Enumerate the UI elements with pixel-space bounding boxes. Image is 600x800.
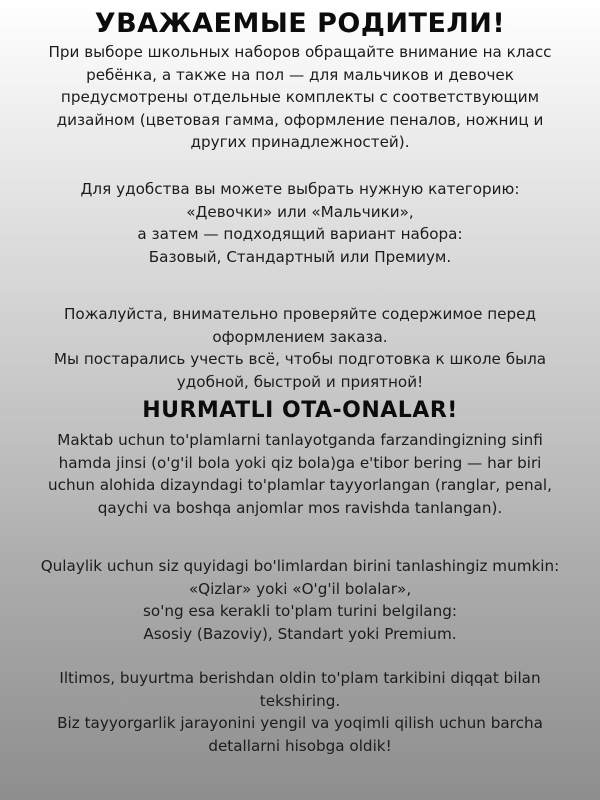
text-line: При выборе школьных наборов обращайте внимание на класс [48, 43, 552, 61]
uzbek-paragraph-categories [0, 555, 600, 645]
uzbek-paragraph-selection-tips [0, 429, 600, 519]
text-line: detallarni hisobga oldik! [208, 736, 392, 755]
text-line: Мы постарались учесть всё, чтобы подготовка к школе была [53, 350, 547, 369]
text-line: Iltimos, buyurtma berishdan oldin to'plam tarkibini diqqat bilan [59, 669, 541, 687]
text-line: Базовый, Стандартный или Премиум. [148, 247, 452, 266]
text-line: Biz tayyorgarlik jarayonini yengil va yoqimli qilish uchun barcha [57, 714, 543, 733]
text-line: дизайном (цветовая гамма, оформление пеналов, ножниц и [56, 110, 544, 129]
uzbek-heading: HURMATLI OTA-ONALAR! [142, 398, 458, 423]
text-line: qaychi va boshqa anjomlar mos ravishda tanlangan). [97, 498, 503, 517]
text-line: «Девочки» или «Мальчики», [186, 202, 414, 221]
text-line: других принадлежностей). [190, 133, 410, 152]
text-line: uchun alohida dizayndagi to'plamlar tayyorlangan (ranglar, penal, [48, 476, 552, 495]
russian-paragraph-selection-tips [0, 41, 600, 154]
text-line: а затем — подходящий вариант набора: [137, 225, 463, 244]
text-line: tekshiring. [259, 691, 341, 710]
text-line: предусмотрены отдельные комплекты с соответствующим [60, 88, 540, 107]
text-line: Maktab uchun to'plamlarni tanlayotganda farzandingizning sinfi [57, 431, 543, 449]
uzbek-paragraph-check-order [0, 667, 600, 757]
russian-heading: УВАЖАЕМЫЕ РОДИТЕЛИ! [94, 8, 506, 39]
text-line: Для удобства вы можете выбрать нужную категорию: [80, 180, 520, 198]
text-line: hamda jinsi (o'g'il bola yoki qiz bola)ga e'tibor bering — har biri [58, 453, 542, 472]
text-line: so'ng esa kerakli to'plam turini belgilang: [143, 602, 457, 621]
text-line: Пожалуйста, внимательно проверяйте содержимое перед [63, 305, 537, 323]
text-line: Asosiy (Bazoviy), Standart yoki Premium. [143, 624, 457, 643]
text-line: ребёнка, а также на пол — для мальчиков и девочек [86, 65, 514, 84]
russian-paragraph-check-order [0, 303, 600, 393]
text-line: Qulaylik uchun siz quyidagi bo'limlardan birini tanlashingiz mumkin: [40, 557, 560, 575]
text-line: удобной, быстрой и приятной! [176, 372, 424, 391]
russian-paragraph-categories [0, 178, 600, 268]
text-line: «Qizlar» yoki «O'g'il bolalar», [188, 579, 412, 598]
text-line: оформлением заказа. [212, 327, 388, 346]
